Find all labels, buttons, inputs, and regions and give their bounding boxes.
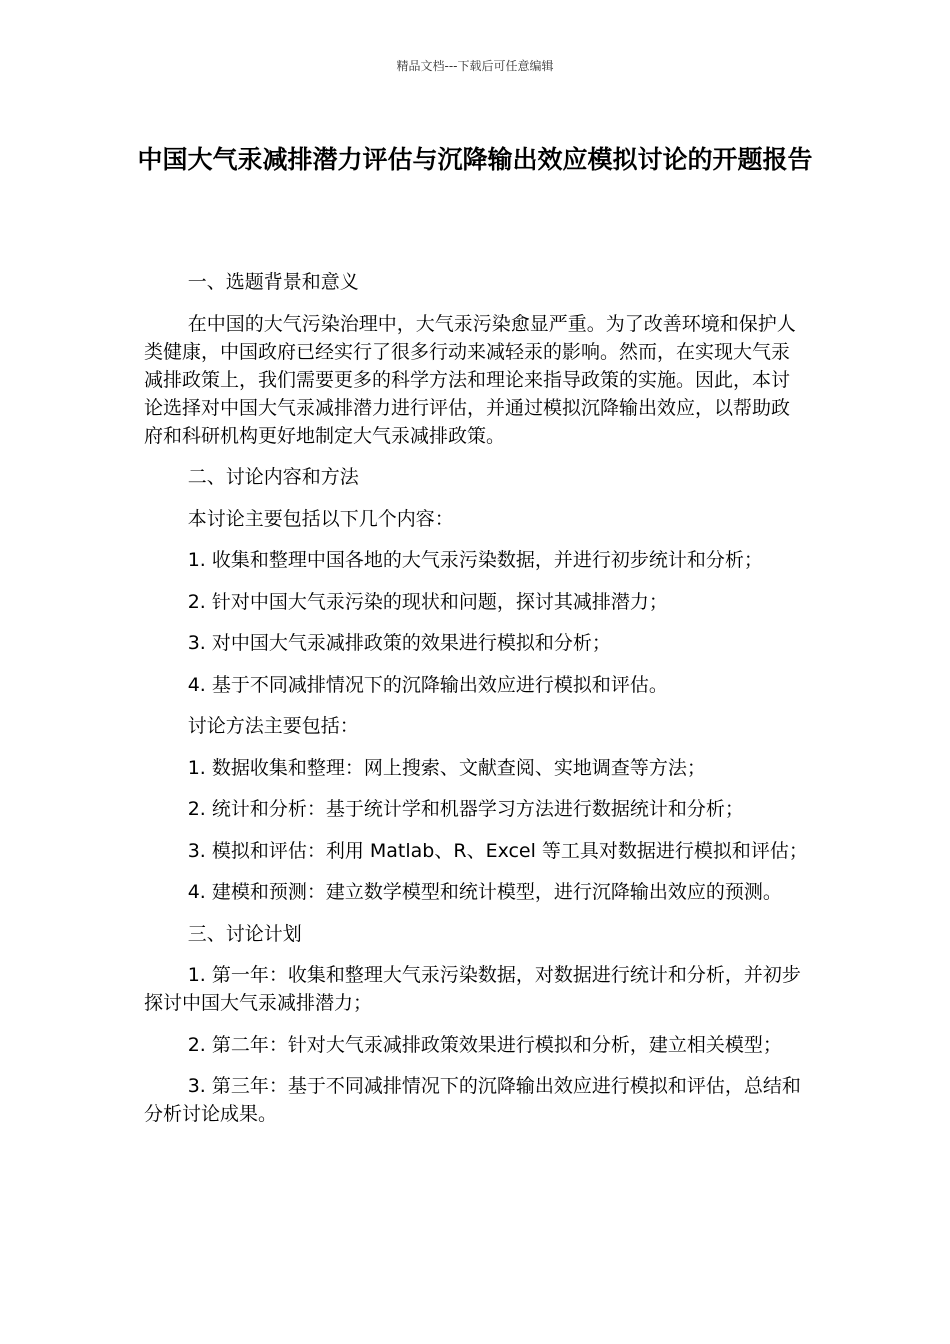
content-item: 3. 对中国大气汞减排政策的效果进行模拟和分析； [187,632,611,654]
method-item: 1. 数据收集和整理：网上搜索、文献查阅、实地调查等方法； [187,756,706,779]
section-heading-content-methods: 二、讨论内容和方法 [187,466,359,488]
content-intro: 本讨论主要包括以下几个内容： [187,507,454,530]
content-item: 2. 针对中国大气汞污染的现状和问题，探讨其减排潜力； [187,590,668,613]
method-item: 4. 建模和预测：建立数学模型和统计模型，进行沉降输出效应的预测。 [187,881,782,903]
background-paragraph: 在中国的大气污染治理中，大气汞污染愈显严重。为了改善环境和保护人类健康，中国政府已经实行了很多行动来减轻汞的影响。然而，在实现大气汞减排政策上，我们需要更多的科学方法和理论来指导政策的实施。因此，本讨论选择对中国大气汞减排潜力进行评估，并通过模拟沉降输出效应，以帮助政府和科研机构更好地制定大气汞减排政策。 [144,312,796,447]
content-item: 1. 收集和整理中国各地的大气汞污染数据，并进行初步统计和分析； [187,549,763,571]
section-heading-background: 一、选题背景和意义 [187,271,359,293]
header-note: 精品文档---下载后可任意编辑 [396,59,554,73]
plan-item: 3. 第三年：基于不同减排情况下的沉降输出效应进行模拟和评估，总结和分析讨论成果。 [144,1075,801,1125]
content-item: 4. 基于不同减排情况下的沉降输出效应进行模拟和评估。 [187,673,668,696]
plan-item: 1. 第一年：收集和整理大气汞污染数据，对数据进行统计和分析，并初步探讨中国大气汞减排潜力； [144,964,801,1014]
method-item: 2. 统计和分析：基于统计学和机器学习方法进行数据统计和分析； [187,798,744,820]
section-heading-plan: 三、讨论计划 [187,922,302,945]
methods-intro: 讨论方法主要包括： [187,715,359,737]
method-item: 3. 模拟和评估：利用 Matlab、R、Excel 等工具对数据进行模拟和评估； [187,839,808,862]
document-body [144,268,808,1142]
document-title: 中国大气汞减排潜力评估与沉降输出效应模拟讨论的开题报告 [137,145,813,174]
plan-item: 2. 第二年：针对大气汞减排政策效果进行模拟和分析，建立相关模型； [187,1033,782,1056]
